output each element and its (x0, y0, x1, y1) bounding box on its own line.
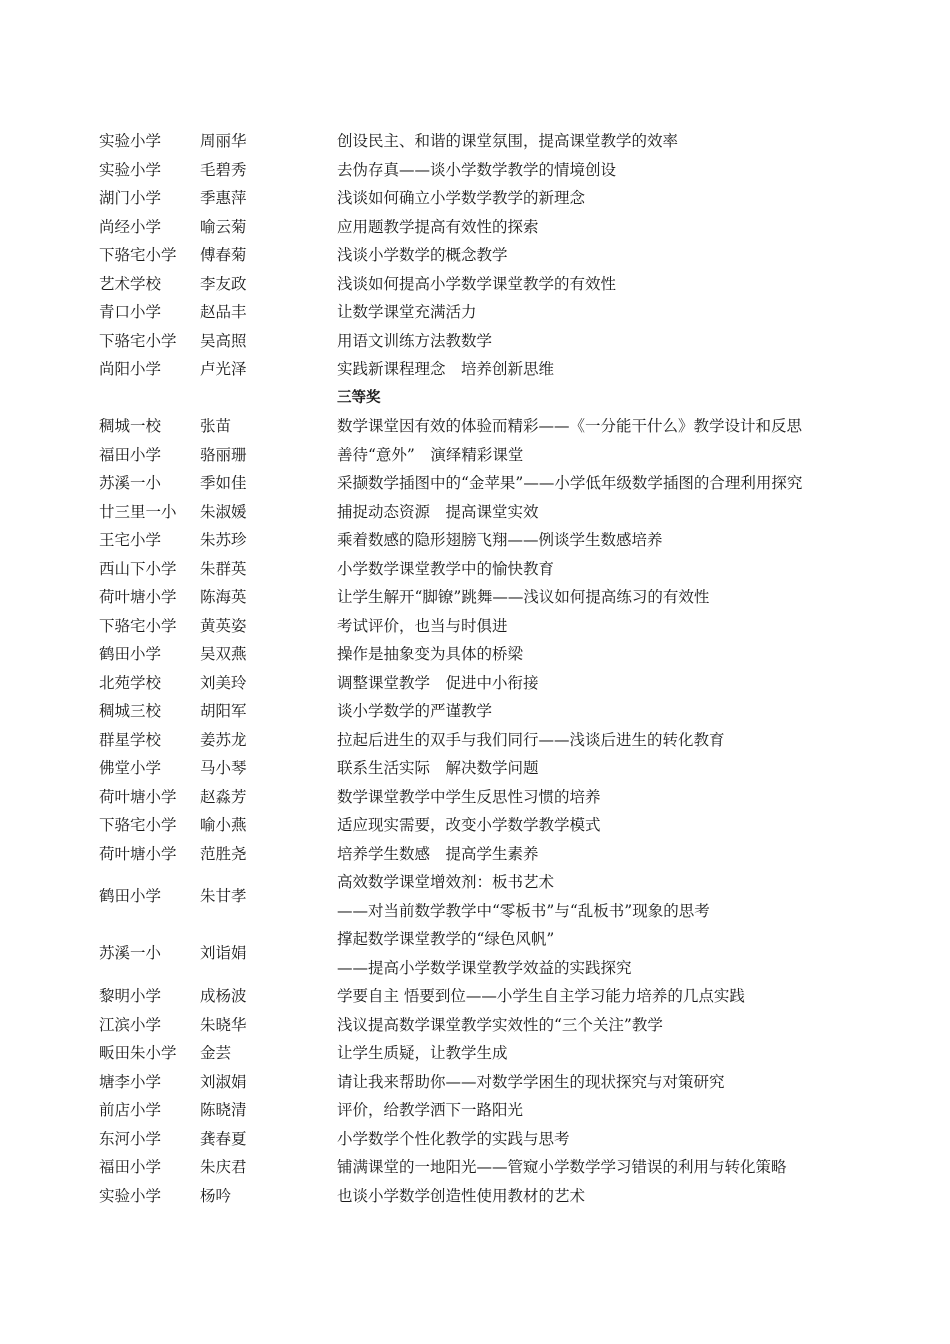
teacher-name: 喻小燕 (200, 816, 247, 834)
paper-title: 去伪存真——谈小学数学教学的情境创设 (337, 160, 617, 179)
teacher-name: 季如佳 (200, 474, 247, 492)
teacher-name: 吴高照 (200, 331, 247, 350)
award-entry-row (0, 555, 950, 584)
teacher-name: 赵品丰 (200, 303, 247, 321)
award-entry-row (0, 270, 950, 299)
teacher-name: 赵淼芳 (200, 787, 247, 806)
award-entry-row (0, 298, 950, 327)
teacher-name: 朱淑媛 (200, 502, 247, 521)
award-entry-row (0, 583, 950, 612)
paper-title: 高效数学课堂增效剂：板书艺术 (337, 873, 555, 891)
award-entry-row (0, 241, 950, 270)
award-entry-row (0, 127, 950, 156)
paper-title: 适应现实需要，改变小学数学教学模式 (337, 816, 601, 834)
award-entry-row (0, 925, 950, 982)
award-entry-row (0, 1182, 950, 1211)
paper-title: 联系生活实际 解决数学问题 (337, 759, 539, 777)
award-entry-row (0, 726, 950, 755)
teacher-name: 骆丽珊 (200, 445, 247, 464)
teacher-name: 朱群英 (200, 559, 247, 578)
teacher-name: 胡阳军 (200, 702, 247, 720)
paper-title: 捕捉动态资源 提高课堂实效 (337, 502, 539, 521)
award-entry-row (0, 469, 950, 498)
award-entry-row (0, 412, 950, 441)
school-name: 鹤田小学 (99, 645, 162, 663)
award-entry-row (0, 526, 950, 555)
teacher-name: 龚春夏 (200, 1129, 247, 1148)
paper-title: 采撷数学插图中的“金苹果”——小学低年级数学插图的合理利用探究 (337, 474, 803, 492)
paper-title: 小学数学课堂教学中的愉快教育 (337, 559, 555, 578)
school-name: 东河小学 (99, 1129, 162, 1148)
paper-title: 浅谈如何提高小学数学课堂教学的有效性 (337, 274, 617, 293)
paper-title: 用语文训练方法教数学 (337, 331, 493, 350)
paper-title: 让数学课堂充满活力 (337, 303, 477, 321)
school-name: 王宅小学 (99, 531, 162, 549)
award-entry-row (0, 1068, 950, 1097)
paper-title: 评价，给教学洒下一路阳光 (337, 1101, 524, 1119)
teacher-name: 周丽华 (200, 132, 247, 150)
award-entry-row (0, 355, 950, 384)
award-entry-row (0, 184, 950, 213)
paper-title: 也谈小学数学创造性使用教材的艺术 (337, 1186, 586, 1205)
award-entry-row (0, 840, 950, 869)
award-entry-row (0, 1096, 950, 1125)
teacher-name: 季惠萍 (200, 189, 247, 207)
award-entry-row (0, 754, 950, 783)
school-name: 下骆宅小学 (99, 816, 177, 834)
school-name: 下骆宅小学 (99, 331, 177, 350)
school-name: 荷叶塘小学 (99, 787, 177, 806)
award-entry-row (0, 327, 950, 356)
school-name: 稠城一校 (99, 417, 162, 435)
school-name: 尚阳小学 (99, 360, 162, 378)
section-heading-row (0, 384, 950, 413)
paper-title: 乘着数感的隐形翅膀飞翔——例谈学生数感培养 (337, 531, 663, 549)
award-entry-row (0, 156, 950, 185)
school-name: 黎明小学 (99, 987, 162, 1005)
school-name: 苏溪一小 (99, 944, 162, 963)
school-name: 实验小学 (99, 132, 162, 150)
award-entry-row (0, 783, 950, 812)
paper-title: 操作是抽象变为具体的桥梁 (337, 645, 524, 663)
teacher-name: 张苗 (200, 417, 232, 435)
award-entry-row (0, 1011, 950, 1040)
school-name: 湖门小学 (99, 189, 162, 207)
teacher-name: 卢光泽 (200, 360, 247, 378)
award-entry-row (0, 811, 950, 840)
teacher-name: 金芸 (200, 1044, 232, 1062)
school-name: 福田小学 (99, 445, 162, 464)
paper-title: 浅谈如何确立小学数学教学的新理念 (337, 189, 586, 207)
paper-title: 让学生解开“脚镣”跳舞——浅议如何提高练习的有效性 (337, 588, 710, 606)
teacher-name: 范胜尧 (200, 844, 247, 863)
paper-title: 学要自主 悟要到位——小学生自主学习能力培养的几点实践 (337, 987, 745, 1005)
paper-title: 数学课堂因有效的体验而精彩——《一分能干什么》教学设计和反思 (337, 417, 803, 435)
paper-title: 创设民主、和谐的课堂氛围，提高课堂教学的效率 (337, 132, 679, 150)
school-name: 福田小学 (99, 1158, 162, 1176)
school-name: 苏溪一小 (99, 474, 162, 492)
award-entry-row (0, 982, 950, 1011)
school-name: 北苑学校 (99, 673, 162, 692)
paper-title: 拉起后进生的双手与我们同行——浅谈后进生的转化教育 (337, 730, 725, 749)
paper-title: 小学数学个性化教学的实践与思考 (337, 1129, 570, 1148)
school-name: 稠城三校 (99, 702, 162, 720)
teacher-name: 朱庆君 (200, 1158, 247, 1176)
teacher-name: 杨吟 (200, 1186, 232, 1205)
paper-title: 浅谈小学数学的概念教学 (337, 246, 508, 264)
paper-subtitle: ——提高小学数学课堂教学效益的实践探究 (337, 958, 632, 977)
award-entry-row (0, 498, 950, 527)
paper-title: 铺满课堂的一地阳光——管窥小学数学学习错误的利用与转化策略 (337, 1158, 787, 1176)
paper-title: 撑起数学课堂教学的“绿色风帆” (337, 930, 555, 948)
school-name: 西山下小学 (99, 559, 177, 578)
school-name: 下骆宅小学 (99, 246, 177, 264)
teacher-name: 成杨波 (200, 987, 247, 1005)
paper-title: 谈小学数学的严谨教学 (337, 702, 493, 720)
paper-subtitle: ——对当前数学教学中“零板书”与“乱板书”现象的思考 (337, 901, 710, 920)
paper-title: 让学生质疑，让教学生成 (337, 1044, 508, 1062)
teacher-name: 毛碧秀 (200, 160, 247, 179)
school-name: 尚经小学 (99, 217, 162, 236)
paper-title: 实践新课程理念 培养创新思维 (337, 360, 555, 378)
school-name: 廿三里一小 (99, 502, 177, 521)
teacher-name: 吴双燕 (200, 645, 247, 663)
teacher-name: 陈海英 (200, 588, 247, 606)
award-list (0, 127, 950, 1210)
teacher-name: 刘诣娟 (200, 944, 247, 963)
paper-title: 数学课堂教学中学生反思性习惯的培养 (337, 787, 601, 806)
teacher-name: 刘美玲 (200, 673, 247, 692)
school-name: 佛堂小学 (99, 759, 162, 777)
award-entry-row (0, 612, 950, 641)
award-entry-row (0, 1125, 950, 1154)
teacher-name: 刘淑娟 (200, 1072, 247, 1091)
school-name: 江滨小学 (99, 1015, 162, 1034)
paper-title: 浅议提高数学课堂教学实效性的“三个关注”教学 (337, 1015, 663, 1034)
paper-title: 调整课堂教学 促进中小衔接 (337, 673, 539, 692)
school-name: 塘李小学 (99, 1072, 162, 1091)
school-name: 青口小学 (99, 303, 162, 321)
school-name: 实验小学 (99, 1186, 162, 1205)
teacher-name: 喻云菊 (200, 217, 247, 236)
teacher-name: 朱甘孝 (200, 887, 247, 906)
award-entry-row (0, 1153, 950, 1182)
teacher-name: 陈晓清 (200, 1101, 247, 1119)
teacher-name: 傅春菊 (200, 246, 247, 264)
school-name: 前店小学 (99, 1101, 162, 1119)
award-entry-row (0, 213, 950, 242)
award-entry-row (0, 868, 950, 925)
third-prize-heading: 三等奖 (337, 389, 381, 406)
school-name: 群星学校 (99, 730, 162, 749)
school-name: 实验小学 (99, 160, 162, 179)
teacher-name: 李友政 (200, 274, 247, 293)
award-entry-row (0, 697, 950, 726)
paper-title: 应用题教学提高有效性的探索 (337, 217, 539, 236)
teacher-name: 朱晓华 (200, 1015, 247, 1034)
award-entry-row (0, 441, 950, 470)
school-name: 下骆宅小学 (99, 616, 177, 635)
paper-title: 请让我来帮助你——对数学学困生的现状探究与对策研究 (337, 1072, 725, 1091)
school-name: 艺术学校 (99, 274, 162, 293)
teacher-name: 朱苏珍 (200, 531, 247, 549)
teacher-name: 马小琴 (200, 759, 247, 777)
school-name: 畈田朱小学 (99, 1044, 177, 1062)
paper-title: 考试评价，也当与时俱进 (337, 616, 508, 635)
paper-title: 培养学生数感 提高学生素养 (337, 844, 539, 863)
school-name: 荷叶塘小学 (99, 588, 177, 606)
award-entry-row (0, 1039, 950, 1068)
teacher-name: 黄英姿 (200, 616, 247, 635)
paper-title: 善待“意外” 演绎精彩课堂 (337, 445, 524, 464)
award-entry-row (0, 669, 950, 698)
school-name: 荷叶塘小学 (99, 844, 177, 863)
teacher-name: 姜苏龙 (200, 730, 247, 749)
school-name: 鹤田小学 (99, 887, 162, 906)
award-entry-row (0, 640, 950, 669)
